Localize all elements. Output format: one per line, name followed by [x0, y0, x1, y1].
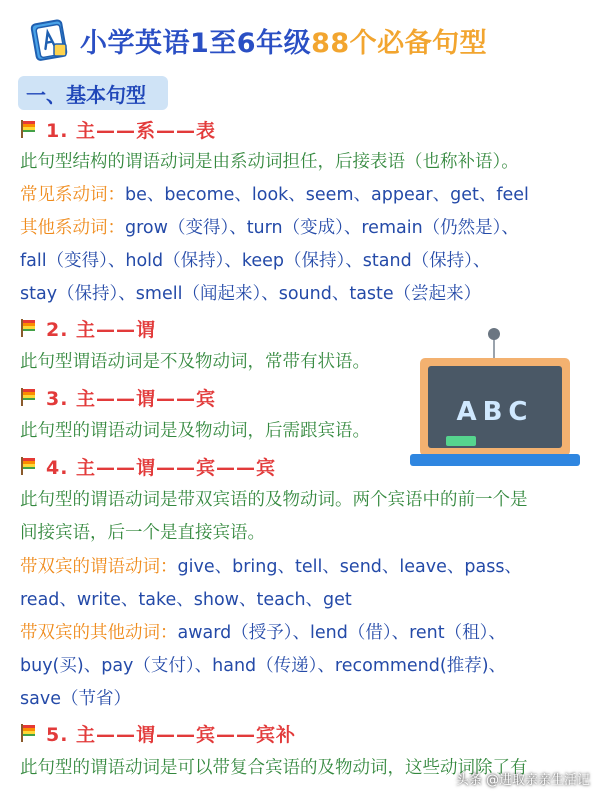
pattern-1-description: 此句型结构的谓语动词是由系动词担任，后接表语（也称补语）。 — [20, 152, 519, 172]
board-text: ABC — [456, 397, 534, 427]
page-header — [28, 10, 487, 70]
pattern-4-description-1: 此句型的谓语动词是带双宾语的及物动词。两个宾语中的前一个是 — [20, 490, 528, 510]
pattern-heading-text: 2. 主——谓 — [46, 318, 157, 341]
pattern-heading-text: 5. 主——谓——宾——宾补 — [46, 723, 297, 746]
other-verbs-list-1: grow（变得）、turn（变成）、remain（仍然是）、 — [125, 218, 519, 238]
pattern-4-description-2: 间接宾语，后一个是直接宾语。 — [20, 523, 265, 543]
pattern-heading-text: 3. 主——谓——宾 — [46, 387, 217, 410]
pattern-heading-2 — [20, 315, 156, 341]
other-double-object-list-1: award（授予）、lend（借）、rent（租）、 — [177, 623, 506, 643]
book-icon — [28, 18, 72, 62]
other-double-object-verbs — [20, 621, 506, 645]
pattern-3-description: 此句型的谓语动词是及物动词，后需跟宾语。 — [20, 421, 370, 441]
other-verbs-list-2: fall（变得）、hold（保持）、keep（保持）、stand（保持）、 — [20, 251, 491, 271]
pattern-heading-text: 1. 主——系——表 — [46, 119, 217, 142]
common-verbs-list: be、become、look、seem、appear、get、feel — [125, 185, 529, 205]
other-verbs-label: 其他系动词： — [20, 218, 125, 238]
double-object-label: 带双宾的谓语动词： — [20, 557, 178, 577]
flag-icon — [20, 318, 36, 338]
other-double-object-list-2: buy(买)、pay（支付）、hand（传递）、recommend(推荐)、 — [20, 656, 507, 676]
pattern-heading-3 — [20, 384, 216, 410]
common-linking-verbs — [20, 183, 529, 207]
flag-icon — [20, 456, 36, 476]
flag-icon — [20, 119, 36, 139]
other-double-object-label: 带双宾的其他动词： — [20, 623, 178, 643]
double-object-list-2: read、write、take、show、teach、get — [20, 590, 352, 610]
pattern-heading-4 — [20, 453, 276, 479]
other-double-object-list-3: save（节省） — [20, 689, 131, 709]
pattern-2-description: 此句型谓语动词是不及物动词，常带有状语。 — [20, 352, 370, 372]
common-verbs-label: 常见系动词： — [20, 185, 125, 205]
section-heading: 一、基本句型 — [18, 76, 168, 110]
chalkboard-illustration — [410, 328, 580, 474]
double-object-list-1: give、bring、tell、send、leave、pass、 — [177, 557, 522, 577]
pattern-heading-text: 4. 主——谓——宾——宾 — [46, 456, 277, 479]
title-part-2: 88个必备句型 — [311, 27, 488, 59]
other-verbs-list-3: stay（保持）、smell（闻起来）、sound、taste（尝起来） — [20, 284, 482, 304]
pattern-heading-5 — [20, 720, 296, 746]
pattern-5-description: 此句型的谓语动词是可以带复合宾语的及物动词，这些动词除了有 — [20, 758, 528, 778]
page-title — [80, 21, 487, 60]
watermark: 头条 @进取亲亲生活记 — [455, 773, 590, 788]
flag-icon — [20, 387, 36, 407]
title-part-1: 小学英语1至6年级 — [80, 27, 312, 59]
flag-icon — [20, 723, 36, 743]
other-linking-verbs — [20, 216, 519, 240]
double-object-verbs — [20, 555, 522, 579]
pattern-heading-1 — [20, 116, 216, 142]
